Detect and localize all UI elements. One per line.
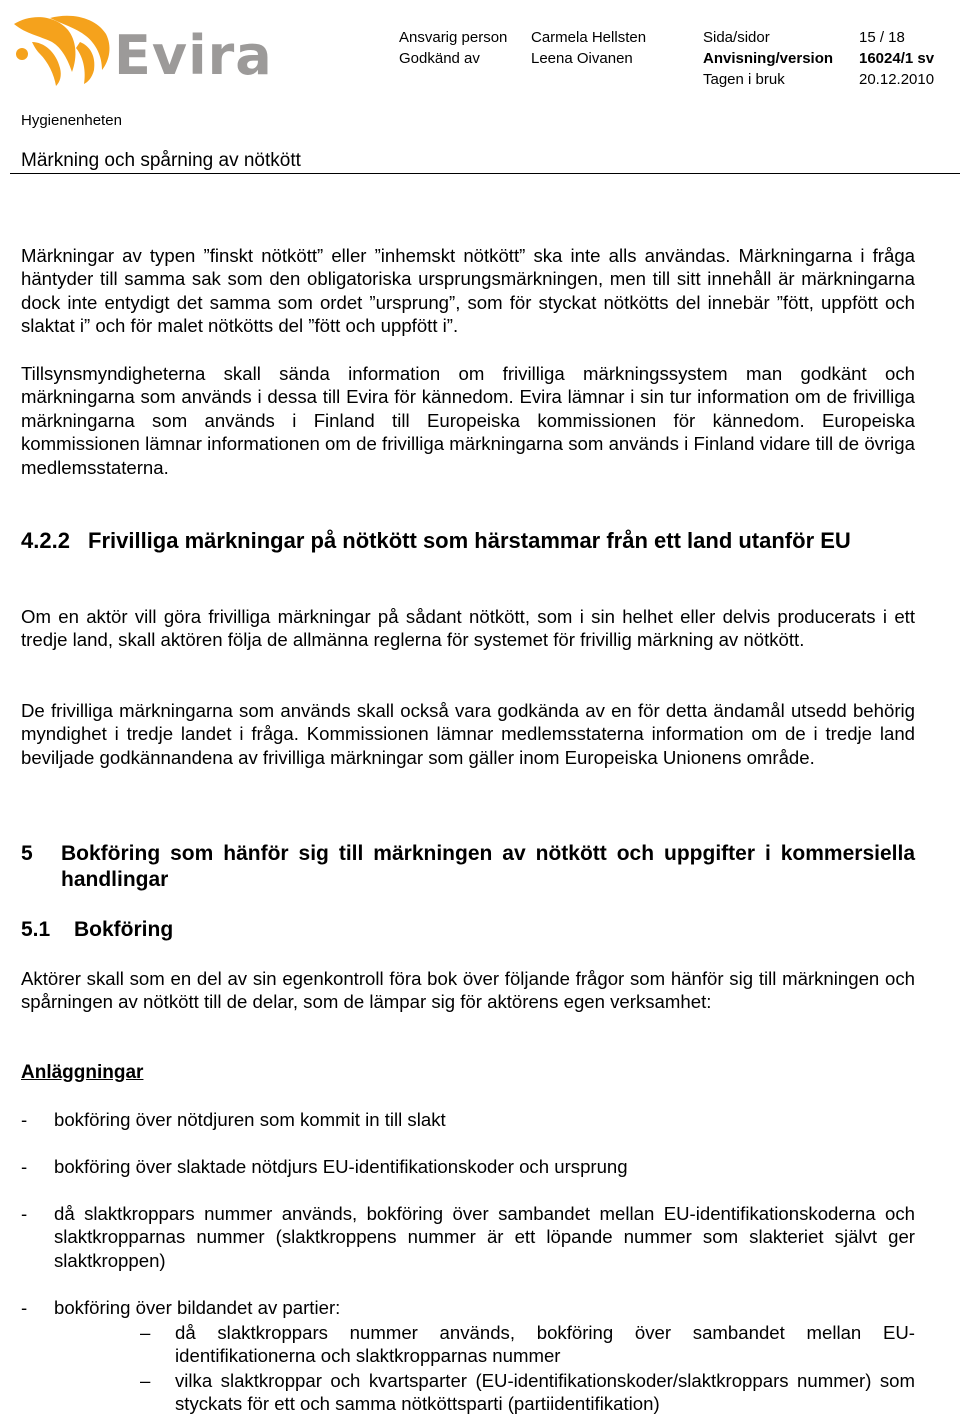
list-bullet: - xyxy=(21,1156,28,1177)
pages-value: 15 / 18 xyxy=(859,29,905,46)
sub-list-bullet: – xyxy=(140,1322,151,1343)
header-divider xyxy=(10,173,960,174)
sub-heading-anlaggningar: Anläggningar xyxy=(21,1062,144,1083)
section-number: 5.1 xyxy=(21,918,51,941)
responsible-value: Carmela Hellsten xyxy=(531,29,647,46)
document-title: Märkning och spårning av nötkött xyxy=(21,150,301,171)
section-number: 5 xyxy=(21,842,33,865)
list-bullet: - xyxy=(21,1109,28,1130)
version-value: 16024/1 sv xyxy=(859,50,935,67)
logo-wordmark: Evira xyxy=(114,24,273,87)
sub-list-bullet: – xyxy=(140,1370,151,1391)
in-use-value: 20.12.2010 xyxy=(859,71,935,88)
approved-label: Godkänd av xyxy=(399,50,480,67)
pages-label: Sida/sidor xyxy=(703,29,770,46)
list-bullet: - xyxy=(21,1203,28,1224)
list-item-text: då slaktkroppars nummer används, bokföring över sambandet mellan EU-identifikationskoderna och slaktkropparnas nummer (slaktkroppens nummer är ett löpande nummer som slakteriet självt ger slaktkroppen) xyxy=(54,1203,915,1271)
paragraph-2: Tillsynsmyndigheterna skall sända information om frivilliga märkningssystem man godkänt och märkningarna som används i dessa till Evira för kännedom. Evira lämnar i sin tur information om de frivilliga märkningarna som används i Finland till Europeiska kommissionen för kännedom. Europeiska kommissionen lämnar informationen om de frivilliga märkningarna som används i Finland vidare till de övriga medlemsstaterna. xyxy=(21,363,915,478)
section-title: Frivilliga märkningar på nötkött som härstammar från ett land utanför EU xyxy=(88,528,851,553)
evira-logo xyxy=(10,12,273,88)
unit-name: Hygienenheten xyxy=(21,112,122,129)
section-title: Bokföring som hänför sig till märkningen av nötkött och uppgifter i kommersiella handlingar xyxy=(61,842,915,891)
sub-list-item-text: då slaktkroppars nummer används, bokföring över sambandet mellan EU-identifikationerna och slaktkropparnas nummer xyxy=(175,1322,915,1367)
paragraph-1: Märkningar av typen ”finskt nötkött” eller ”inhemskt nötkött” ska inte alls användas. Märkningarna i fråga häntyder till samma sak som den obligatoriska ursprungsmärkningen, men till sitt innehåll är märkningarna dock inte entydigt det samma som ordet ”ursprung”, som för styckat nötkötts del innebär ”fött, uppfött och slaktat i” och för malet nötkötts del ”fött och uppfött i”. xyxy=(21,245,915,337)
section-title: Bokföring xyxy=(74,918,174,941)
list-item-text: bokföring över slaktade nötdjurs EU-identifikationskoder och ursprung xyxy=(54,1156,628,1177)
version-label: Anvisning/version xyxy=(703,50,834,67)
list-bullet: - xyxy=(21,1297,28,1318)
responsible-label: Ansvarig person xyxy=(399,29,508,46)
approved-value: Leena Oivanen xyxy=(531,50,633,67)
section-number: 4.2.2 xyxy=(21,528,70,553)
paragraph-4: De frivilliga märkningarna som används skall också vara godkända av en för detta ändamål utsedd behörig myndighet i tredje landet i fråga. Kommissionen lämnar medlemsstaterna information om de i tredje land beviljade godkännandena av frivilliga märkningar som gäller inom Europeiska Unionens område. xyxy=(21,700,915,768)
in-use-label: Tagen i bruk xyxy=(703,71,785,88)
paragraph-5: Aktörer skall som en del av sin egenkontroll föra bok över följande frågor som hänför sig till märkningen och spårningen av nötkött till de delar, som de lämpar sig för aktörens egen verksamhet: xyxy=(21,968,915,1013)
sub-list-item-text: vilka slaktkroppar och kvartsparter (EU-identifikationskoder/slaktkroppars nummer) som styckats för ett och samma nötköttsparti (partiidentifikation) xyxy=(175,1370,915,1415)
list-item-text: bokföring över nötdjuren som kommit in till slakt xyxy=(54,1109,446,1130)
paragraph-3: Om en aktör vill göra frivilliga märkningar på sådant nötkött, som i sin helhet eller delvis producerats i ett tredje land, skall aktören följa de allmänna reglerna för systemet för frivillig märkning av nötkött. xyxy=(21,606,915,651)
list-item-text: bokföring över bildandet av partier: xyxy=(54,1297,341,1318)
